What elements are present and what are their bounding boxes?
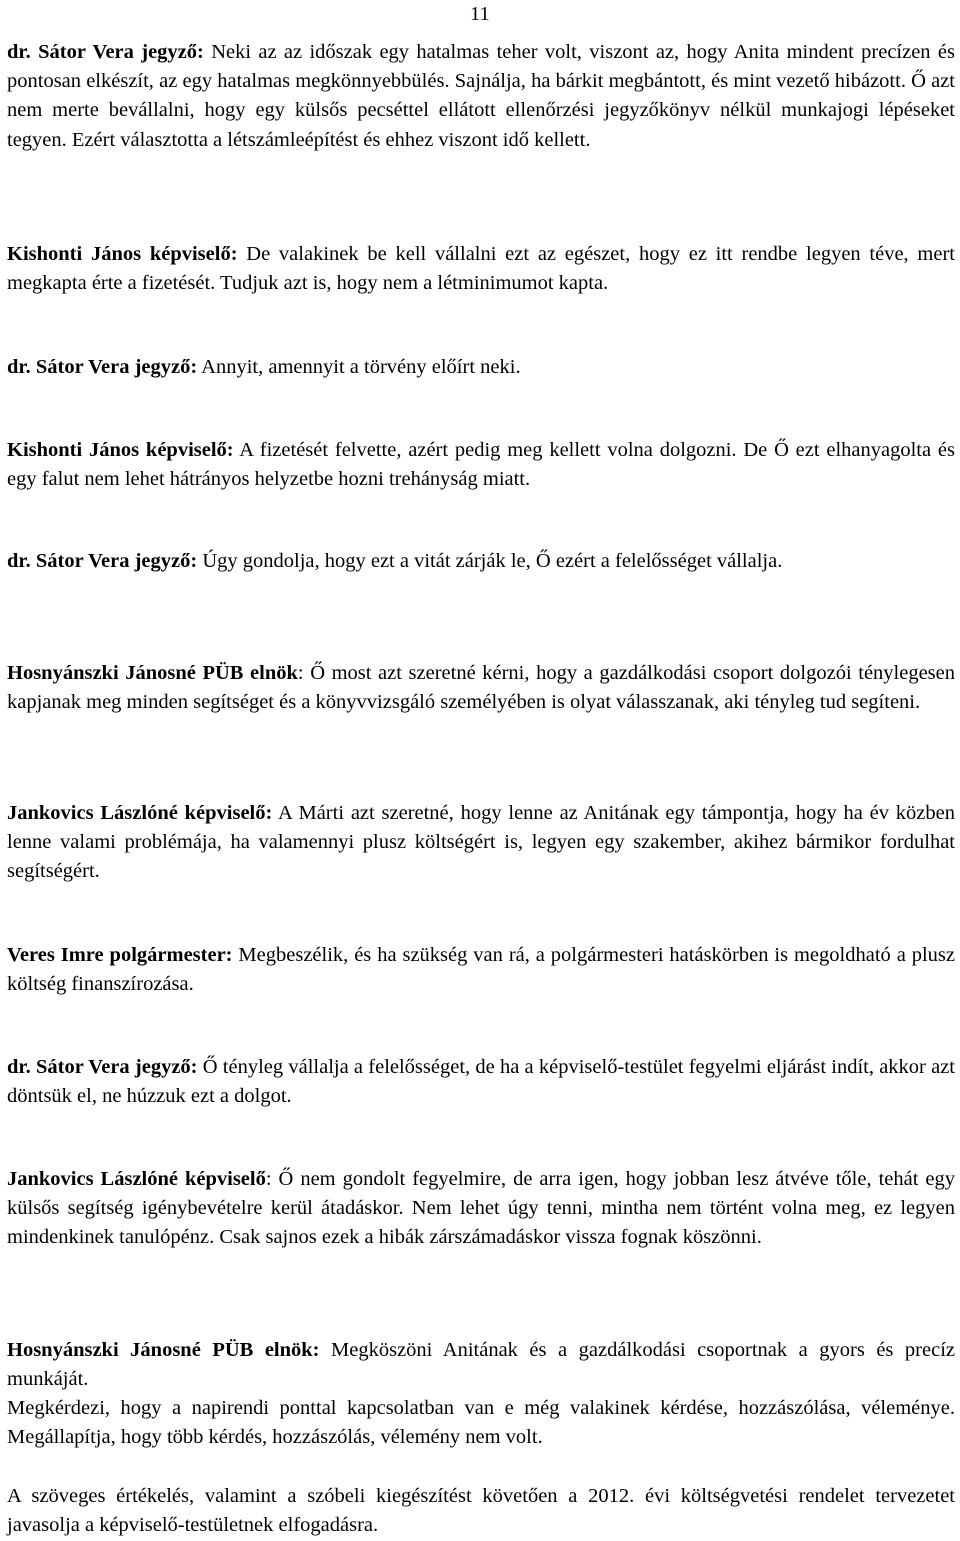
paragraph-2 (7, 240, 955, 298)
page-number: 11 (470, 3, 490, 25)
paragraph-text: Úgy gondolja, hogy ezt a vitát zárják le, Ő ezért a felelősséget vállalja. (197, 550, 783, 572)
paragraph-7 (7, 799, 955, 887)
speaker-name: dr. Sátor Vera jegyző: (7, 550, 198, 572)
paragraph-text: Annyit, amennyit a törvény előírt neki. (197, 356, 521, 378)
paragraph-text: : Ő most azt szeretné kérni, hogy a gazdálkodási csoport dolgozói ténylegesen kapjanak meg minden segítséget és a könyvvizsgáló személyében is olyat válasszanak, aki tényleg tud segíteni. (7, 662, 956, 714)
paragraph-text: Neki az az időszak egy hatalmas teher volt, viszont az, hogy Anita mindent precízen és pontosan elkészít, az egy hatalmas megkönnyebbülés. Sajnálja, ha bárkit megbántott, és mint vezető hibázott. Ő azt nem merte bevállalni, hogy egy külsős pecséttel ellátott ellenőrzési jegyzőkönyv nélkül munkajogi lépéseket tegyen. Ezért választotta a létszámleépítést és ehhez viszont idő kellett. (7, 41, 955, 151)
paragraph-3 (7, 353, 955, 382)
paragraph-text: De valakinek be kell vállalni ezt az egészet, hogy ez itt rendbe legyen téve, mert megkapta érte a fizetését. Tudjuk azt is, hogy nem a létminimumot kapta. (7, 243, 955, 295)
paragraph-text: : Ő nem gondolt fegyelmire, de arra igen, hogy jobban lesz átvéve tőle, tehát egy külsős segítség igénybevételre kerül átadáskor. Nem lehet úgy tenni, mintha nem történt volna meg, ez legyen mindenkinek tanulópénz. Csak sajnos ezek a hibák zárszámadáskor vissza fognak köszönni. (7, 1168, 955, 1249)
speaker-name: dr. Sátor Vera jegyző: (7, 356, 198, 378)
paragraph-text: Megköszöni Anitának és a gazdálkodási csoportnak a gyors és precíz munkáját. (7, 1339, 955, 1391)
paragraph-5 (7, 547, 955, 576)
paragraph-13 (7, 1482, 955, 1540)
paragraph-text: Ő tényleg vállalja a felelősséget, de ha a képviselő-testület fegyelmi eljárást indít, akkor azt döntsük el, ne húzzuk ezt a dolgot. (7, 1056, 955, 1108)
speaker-name: dr. Sátor Vera jegyző: (7, 41, 204, 63)
paragraph-text: A Márti azt szeretné, hogy lenne az Anitának egy támpontja, hogy ha év közben lenne valami problémája, ha valamennyi plusz költségért is, legyen egy szakember, akihez bármikor fordulhat segítségért. (7, 802, 956, 883)
paragraph-9 (7, 1053, 955, 1111)
paragraph-10 (7, 1165, 955, 1253)
paragraph-text: A szöveges értékelés, valamint a szóbeli kiegészítést követően a 2012. évi költségvetési rendelet tervezetet javasolja a képviselő-testületnek elfogadásra. (7, 1485, 955, 1537)
speaker-name: Kishonti János képviselő: (7, 439, 234, 461)
speaker-name: dr. Sátor Vera jegyző: (7, 1056, 198, 1078)
paragraph-6 (7, 659, 955, 717)
paragraph-12 (7, 1394, 955, 1452)
speaker-name: Hosnyánszki Jánosné PÜB elnök: (7, 1339, 320, 1361)
paragraph-4 (7, 436, 955, 494)
paragraph-1 (7, 38, 955, 155)
speaker-name: Jankovics Lászlóné képviselő: (7, 802, 273, 824)
speaker-name: Veres Imre polgármester: (7, 944, 233, 966)
paragraph-8 (7, 941, 955, 999)
paragraph-text: A fizetését felvette, azért pedig meg kellett volna dolgozni. De Ő ezt elhanyagolta és egy falut nem lehet hátrányos helyzetbe hozni trehányság miatt. (7, 439, 955, 491)
speaker-name: Hosnyánszki Jánosné PÜB elnök (7, 662, 298, 684)
paragraph-text: Megkérdezi, hogy a napirendi ponttal kapcsolatban van e még valakinek kérdése, hozzászólása, véleménye. Megállapítja, hogy több kérdés, hozzászólás, vélemény nem volt. (7, 1397, 955, 1449)
speaker-name: Jankovics Lászlóné képviselő (7, 1168, 266, 1190)
paragraph-text: Megbeszélik, és ha szükség van rá, a polgármesteri hatáskörben is megoldható a plusz költség finanszírozása. (7, 944, 955, 996)
speaker-name: Kishonti János képviselő: (7, 243, 238, 265)
paragraph-11 (7, 1336, 955, 1394)
